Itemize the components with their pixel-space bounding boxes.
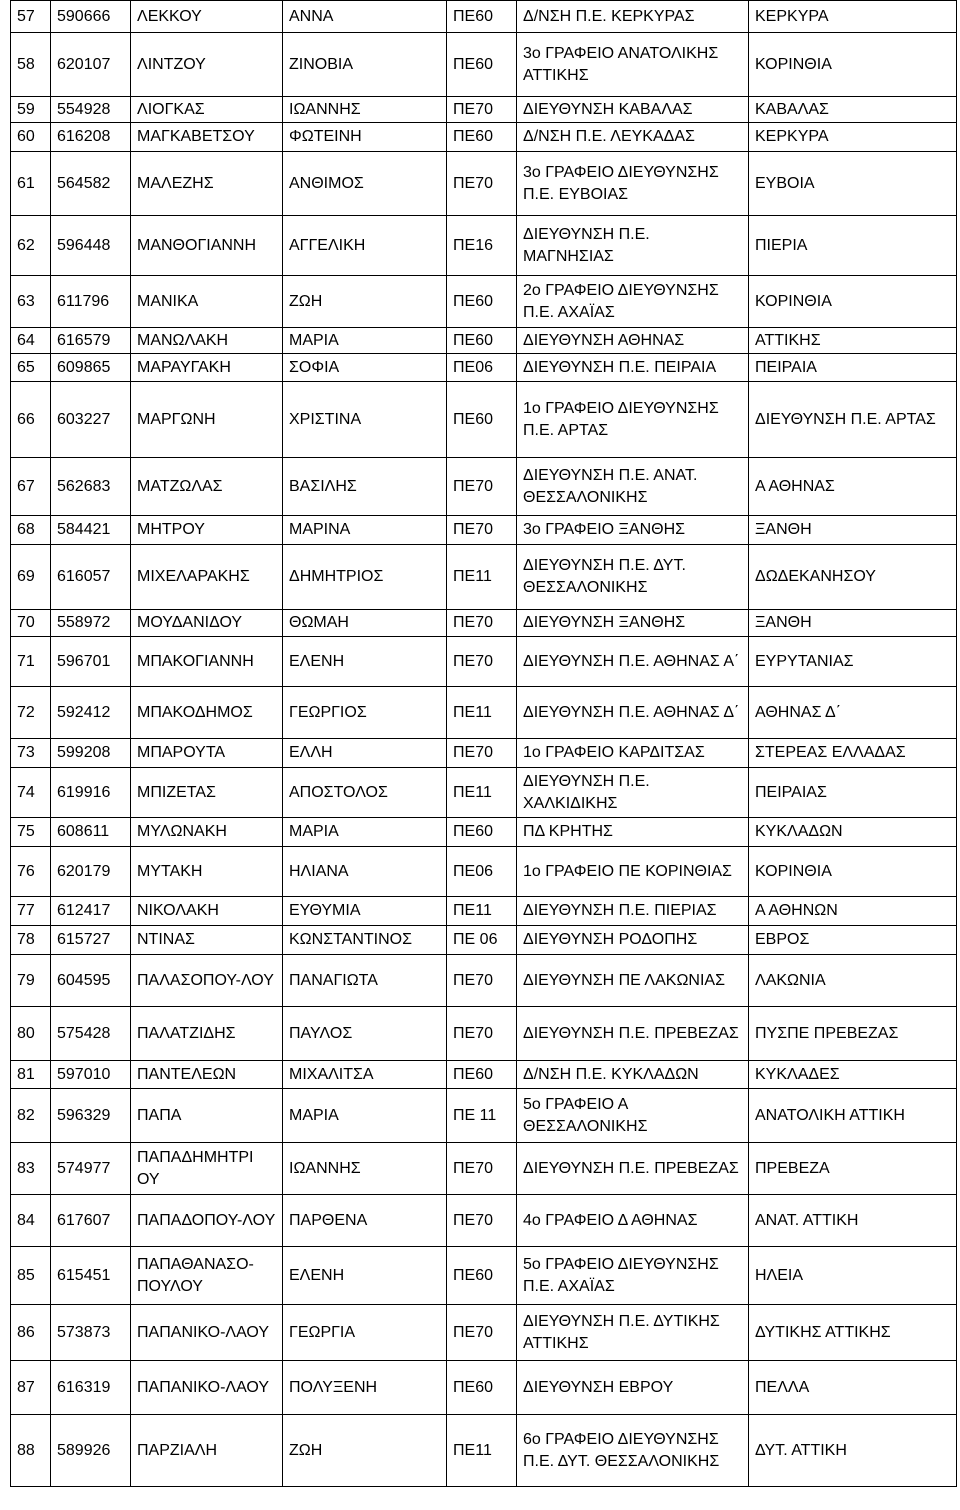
cell-n: 64 xyxy=(11,328,51,354)
cell-name: ΙΩΑΝΝΗΣ xyxy=(283,97,447,123)
cell-code: 589926 xyxy=(51,1415,131,1487)
cell-service: ΔΙΕΥΘΥΝΣΗ Π.Ε. ΜΑΓΝΗΣΙΑΣ xyxy=(517,216,749,276)
cell-name: ΘΩΜΑΗ xyxy=(283,610,447,637)
cell-surname: ΜΑΛΕΖΗΣ xyxy=(131,152,283,216)
cell-spec: ΠΕ06 xyxy=(447,847,517,897)
cell-code: 611796 xyxy=(51,276,131,328)
cell-name: ΕΛΕΝΗ xyxy=(283,1247,447,1305)
table-row xyxy=(11,1415,957,1487)
cell-code: 603227 xyxy=(51,382,131,458)
cell-n: 69 xyxy=(11,545,51,610)
cell-spec: ΠΕ70 xyxy=(447,1007,517,1061)
table-row xyxy=(11,328,957,354)
cell-name: ΔΗΜΗΤΡΙΟΣ xyxy=(283,545,447,610)
cell-spec: ΠΕ70 xyxy=(447,739,517,768)
cell-service: 5ο ΓΡΑΦΕΙΟ ΔΙΕΥΘΥΝΣΗΣ Π.Ε. ΑΧΑΪΑΣ xyxy=(517,1247,749,1305)
cell-spec: ΠΕ70 xyxy=(447,516,517,545)
table-row xyxy=(11,152,957,216)
cell-area: Α ΑΘΗΝΩΝ xyxy=(749,897,957,926)
cell-name: ΚΩΝΣΤΑΝΤΙΝΟΣ xyxy=(283,926,447,955)
cell-surname: ΠΑΡΖΙΑΛΗ xyxy=(131,1415,283,1487)
cell-area: ΑΘΗΝΑΣ Δ΄ xyxy=(749,687,957,739)
cell-area: ΚΟΡΙΝΘΙΑ xyxy=(749,276,957,328)
cell-n: 84 xyxy=(11,1195,51,1247)
cell-spec: ΠΕ16 xyxy=(447,216,517,276)
cell-n: 83 xyxy=(11,1143,51,1195)
table-row xyxy=(11,1089,957,1143)
cell-n: 59 xyxy=(11,97,51,123)
cell-name: ΑΝΘΙΜΟΣ xyxy=(283,152,447,216)
cell-area: ΑΝΑΤ. ΑΤΤΙΚΗ xyxy=(749,1195,957,1247)
cell-code: 575428 xyxy=(51,1007,131,1061)
cell-surname: ΜΠΑΚΟΓΙΑΝΝΗ xyxy=(131,637,283,687)
cell-n: 68 xyxy=(11,516,51,545)
cell-n: 88 xyxy=(11,1415,51,1487)
cell-n: 87 xyxy=(11,1361,51,1415)
cell-spec: ΠΕ 11 xyxy=(447,1089,517,1143)
cell-spec: ΠΕ11 xyxy=(447,545,517,610)
cell-code: 596329 xyxy=(51,1089,131,1143)
cell-name: ΖΩΗ xyxy=(283,276,447,328)
table-row xyxy=(11,610,957,637)
cell-service: ΔΙΕΥΘΥΝΣΗ Π.Ε. ΑΝΑΤ. ΘΕΣΣΑΛΟΝΙΚΗΣ xyxy=(517,458,749,516)
cell-spec: ΠΕ60 xyxy=(447,382,517,458)
cell-spec: ΠΕ 06 xyxy=(447,926,517,955)
table-row xyxy=(11,1143,957,1195)
cell-name: ΖΩΗ xyxy=(283,1415,447,1487)
cell-service: ΔΙΕΥΘΥΝΣΗ Π.Ε. ΠΡΕΒΕΖΑΣ xyxy=(517,1007,749,1061)
cell-spec: ΠΕ60 xyxy=(447,33,517,97)
cell-n: 78 xyxy=(11,926,51,955)
cell-service: ΠΔ ΚΡΗΤΗΣ xyxy=(517,818,749,847)
cell-surname: ΜΠΙΖΕΤΑΣ xyxy=(131,768,283,818)
cell-name: ΓΕΩΡΓΙΑ xyxy=(283,1305,447,1361)
cell-code: 596448 xyxy=(51,216,131,276)
cell-surname: ΜΑΤΖΩΛΑΣ xyxy=(131,458,283,516)
cell-service: ΔΙΕΥΘΥΝΣΗ Π.Ε. ΑΘΗΝΑΣ Δ΄ xyxy=(517,687,749,739)
cell-name: ΜΙΧΑΛΙΤΣΑ xyxy=(283,1061,447,1089)
cell-n: 77 xyxy=(11,897,51,926)
cell-name: ΠΟΛΥΞΕΝΗ xyxy=(283,1361,447,1415)
cell-spec: ΠΕ11 xyxy=(447,897,517,926)
cell-spec: ΠΕ11 xyxy=(447,1415,517,1487)
cell-code: 554928 xyxy=(51,97,131,123)
cell-n: 74 xyxy=(11,768,51,818)
cell-spec: ΠΕ70 xyxy=(447,458,517,516)
cell-area: ΚΥΚΛΑΔΩΝ xyxy=(749,818,957,847)
cell-area: ΞΑΝΘΗ xyxy=(749,610,957,637)
cell-spec: ΠΕ60 xyxy=(447,1247,517,1305)
cell-code: 615727 xyxy=(51,926,131,955)
cell-surname: ΠΑΠΑΘΑΝΑΣΟ-ΠΟΥΛΟΥ xyxy=(131,1247,283,1305)
cell-surname: ΠΑΠΑΔΟΠΟΥ-ΛΟΥ xyxy=(131,1195,283,1247)
cell-n: 82 xyxy=(11,1089,51,1143)
cell-n: 62 xyxy=(11,216,51,276)
table-row xyxy=(11,955,957,1007)
cell-surname: ΜΟΥΔΑΝΙΔΟΥ xyxy=(131,610,283,637)
cell-service: ΔΙΕΥΘΥΝΣΗ ΑΘΗΝΑΣ xyxy=(517,328,749,354)
cell-area: ΠΕΙΡΑΙΑ xyxy=(749,354,957,382)
cell-name: ΜΑΡΙΑ xyxy=(283,1089,447,1143)
cell-surname: ΠΑΛΑΤΖΙΔΗΣ xyxy=(131,1007,283,1061)
cell-surname: ΠΑΠΑ xyxy=(131,1089,283,1143)
cell-code: 599208 xyxy=(51,739,131,768)
cell-code: 604595 xyxy=(51,955,131,1007)
table-row xyxy=(11,33,957,97)
cell-surname: ΜΑΡΑΥΓΑΚΗ xyxy=(131,354,283,382)
cell-code: 574977 xyxy=(51,1143,131,1195)
cell-service: ΔΙΕΥΘΥΝΣΗ ΕΒΡΟΥ xyxy=(517,1361,749,1415)
transfer-table xyxy=(10,0,957,1487)
cell-service: ΔΙΕΥΘΥΝΣΗ ΡΟΔΟΠΗΣ xyxy=(517,926,749,955)
cell-service: 4ο ΓΡΑΦΕΙΟ Δ ΑΘΗΝΑΣ xyxy=(517,1195,749,1247)
table-row xyxy=(11,545,957,610)
table-row xyxy=(11,768,957,818)
cell-n: 80 xyxy=(11,1007,51,1061)
cell-service: 3ο ΓΡΑΦΕΙΟ ΑΝΑΤΟΛΙΚΗΣ ΑΤΤΙΚΗΣ xyxy=(517,33,749,97)
cell-surname: ΜΑΝΘΟΓΙΑΝΝΗ xyxy=(131,216,283,276)
cell-service: ΔΙΕΥΘΥΝΣΗ ΞΑΝΘΗΣ xyxy=(517,610,749,637)
cell-n: 75 xyxy=(11,818,51,847)
cell-area: ΑΤΤΙΚΗΣ xyxy=(749,328,957,354)
cell-service: ΔΙΕΥΘΥΝΣΗ Π.Ε. ΔΥΤ. ΘΕΣΣΑΛΟΝΙΚΗΣ xyxy=(517,545,749,610)
cell-area: ΔΥΤΙΚΗΣ ΑΤΤΙΚΗΣ xyxy=(749,1305,957,1361)
cell-name: ΠΑΝΑΓΙΩΤΑ xyxy=(283,955,447,1007)
cell-spec: ΠΕ70 xyxy=(447,1143,517,1195)
cell-code: 620179 xyxy=(51,847,131,897)
table-row xyxy=(11,1007,957,1061)
cell-name: ΑΠΟΣΤΟΛΟΣ xyxy=(283,768,447,818)
cell-n: 79 xyxy=(11,955,51,1007)
table-row xyxy=(11,926,957,955)
cell-code: 573873 xyxy=(51,1305,131,1361)
cell-surname: ΜΗΤΡΟΥ xyxy=(131,516,283,545)
cell-surname: ΝΤΙΝΑΣ xyxy=(131,926,283,955)
cell-area: ΚΕΡΚΥΡΑ xyxy=(749,1,957,33)
cell-spec: ΠΕ11 xyxy=(447,687,517,739)
table-row xyxy=(11,687,957,739)
cell-code: 616579 xyxy=(51,328,131,354)
cell-name: ΗΛΙΑΝΑ xyxy=(283,847,447,897)
table-row xyxy=(11,847,957,897)
cell-n: 65 xyxy=(11,354,51,382)
cell-name: ΠΑΡΘΕΝΑ xyxy=(283,1195,447,1247)
cell-name: ΒΑΣΙΛΗΣ xyxy=(283,458,447,516)
cell-area: ΕΥΒΟΙΑ xyxy=(749,152,957,216)
cell-name: ΓΕΩΡΓΙΟΣ xyxy=(283,687,447,739)
cell-service: 1ο ΓΡΑΦΕΙΟ ΚΑΡΔΙΤΣΑΣ xyxy=(517,739,749,768)
cell-service: 3ο ΓΡΑΦΕΙΟ ΔΙΕΥΘΥΝΣΗΣ Π.Ε. ΕΥΒΟΙΑΣ xyxy=(517,152,749,216)
cell-code: 616319 xyxy=(51,1361,131,1415)
cell-code: 592412 xyxy=(51,687,131,739)
cell-area: ΠΙΕΡΙΑ xyxy=(749,216,957,276)
table-row xyxy=(11,354,957,382)
cell-n: 70 xyxy=(11,610,51,637)
cell-area: ΔΩΔΕΚΑΝΗΣΟΥ xyxy=(749,545,957,610)
cell-surname: ΠΑΠΑΝΙΚΟ-ΛΑΟΥ xyxy=(131,1305,283,1361)
cell-service: ΔΙΕΥΘΥΝΣΗ Π.Ε. ΠΕΙΡΑΙΑ xyxy=(517,354,749,382)
table-row xyxy=(11,1,957,33)
cell-area: ΣΤΕΡΕΑΣ ΕΛΛΑΔΑΣ xyxy=(749,739,957,768)
cell-n: 72 xyxy=(11,687,51,739)
table-row xyxy=(11,1361,957,1415)
cell-area: ΠΥΣΠΕ ΠΡΕΒΕΖΑΣ xyxy=(749,1007,957,1061)
cell-surname: ΛΕΚΚΟΥ xyxy=(131,1,283,33)
cell-surname: ΜΑΝΩΛΑΚΗ xyxy=(131,328,283,354)
cell-surname: ΛΙΟΓΚΑΣ xyxy=(131,97,283,123)
cell-surname: ΜΙΧΕΛΑΡΑΚΗΣ xyxy=(131,545,283,610)
cell-service: ΔΙΕΥΘΥΝΣΗ ΚΑΒΑΛΑΣ xyxy=(517,97,749,123)
cell-surname: ΜΠΑΡΟΥΤΑ xyxy=(131,739,283,768)
cell-n: 85 xyxy=(11,1247,51,1305)
cell-service: 6ο ΓΡΑΦΕΙΟ ΔΙΕΥΘΥΝΣΗΣ Π.Ε. ΔΥΤ. ΘΕΣΣΑΛΟΝΙΚΗΣ xyxy=(517,1415,749,1487)
cell-service: 3ο ΓΡΑΦΕΙΟ ΞΑΝΘΗΣ xyxy=(517,516,749,545)
cell-surname: ΠΑΛΑΣΟΠΟΥ-ΛΟΥ xyxy=(131,955,283,1007)
cell-area: ΔΥΤ. ΑΤΤΙΚΗ xyxy=(749,1415,957,1487)
cell-surname: ΜΑΓΚΑΒΕΤΣΟΥ xyxy=(131,123,283,152)
cell-area: ΚΑΒΑΛΑΣ xyxy=(749,97,957,123)
cell-code: 597010 xyxy=(51,1061,131,1089)
cell-service: 1ο ΓΡΑΦΕΙΟ ΔΙΕΥΘΥΝΣΗΣ Π.Ε. ΑΡΤΑΣ xyxy=(517,382,749,458)
cell-area: ΚΟΡΙΝΘΙΑ xyxy=(749,847,957,897)
cell-n: 86 xyxy=(11,1305,51,1361)
cell-area: ΔΙΕΥΘΥΝΣΗ Π.Ε. ΑΡΤΑΣ xyxy=(749,382,957,458)
cell-spec: ΠΕ70 xyxy=(447,97,517,123)
cell-name: ΧΡΙΣΤΙΝΑ xyxy=(283,382,447,458)
cell-service: ΔΙΕΥΘΥΝΣΗ ΠΕ ΛΑΚΩΝΙΑΣ xyxy=(517,955,749,1007)
cell-name: ΑΝΝΑ xyxy=(283,1,447,33)
cell-service: Δ/ΝΣΗ Π.Ε. ΚΕΡΚΥΡΑΣ xyxy=(517,1,749,33)
cell-code: 558972 xyxy=(51,610,131,637)
cell-code: 619916 xyxy=(51,768,131,818)
cell-name: ΕΛΛΗ xyxy=(283,739,447,768)
cell-surname: ΜΥΛΩΝΑΚΗ xyxy=(131,818,283,847)
cell-n: 73 xyxy=(11,739,51,768)
cell-surname: ΜΥΤΑΚΗ xyxy=(131,847,283,897)
cell-area: ΑΝΑΤΟΛΙΚΗ ΑΤΤΙΚΗ xyxy=(749,1089,957,1143)
cell-spec: ΠΕ60 xyxy=(447,1061,517,1089)
table-row xyxy=(11,1195,957,1247)
cell-service: ΔΙΕΥΘΥΝΣΗ Π.Ε. ΔΥΤΙΚΗΣ ΑΤΤΙΚΗΣ xyxy=(517,1305,749,1361)
cell-code: 617607 xyxy=(51,1195,131,1247)
cell-spec: ΠΕ60 xyxy=(447,123,517,152)
cell-name: ΑΓΓΕΛΙΚΗ xyxy=(283,216,447,276)
table-row xyxy=(11,1061,957,1089)
cell-code: 620107 xyxy=(51,33,131,97)
cell-area: ΠΕΛΛΑ xyxy=(749,1361,957,1415)
cell-n: 57 xyxy=(11,1,51,33)
cell-area: ΕΥΡΥΤΑΝΙΑΣ xyxy=(749,637,957,687)
cell-surname: ΜΠΑΚΟΔΗΜΟΣ xyxy=(131,687,283,739)
cell-service: 5ο ΓΡΑΦΕΙΟ Α ΘΕΣΣΑΛΟΝΙΚΗΣ xyxy=(517,1089,749,1143)
cell-spec: ΠΕ60 xyxy=(447,328,517,354)
cell-service: ΔΙΕΥΘΥΝΣΗ Π.Ε. ΠΡΕΒΕΖΑΣ xyxy=(517,1143,749,1195)
cell-spec: ΠΕ06 xyxy=(447,354,517,382)
cell-area: ΠΕΙΡΑΙΑΣ xyxy=(749,768,957,818)
cell-code: 609865 xyxy=(51,354,131,382)
cell-code: 596701 xyxy=(51,637,131,687)
cell-name: ΜΑΡΙΑ xyxy=(283,328,447,354)
cell-service: ΔΙΕΥΘΥΝΣΗ Π.Ε. ΧΑΛΚΙΔΙΚΗΣ xyxy=(517,768,749,818)
table-row xyxy=(11,637,957,687)
cell-n: 60 xyxy=(11,123,51,152)
cell-code: 616057 xyxy=(51,545,131,610)
cell-area: ΞΑΝΘΗ xyxy=(749,516,957,545)
cell-service: ΔΙΕΥΘΥΝΣΗ Π.Ε. ΠΙΕΡΙΑΣ xyxy=(517,897,749,926)
cell-area: ΛΑΚΩΝΙΑ xyxy=(749,955,957,1007)
cell-surname: ΜΑΡΓΩΝΗ xyxy=(131,382,283,458)
cell-spec: ΠΕ70 xyxy=(447,1195,517,1247)
cell-spec: ΠΕ11 xyxy=(447,768,517,818)
cell-service: Δ/ΝΣΗ Π.Ε. ΚΥΚΛΑΔΩΝ xyxy=(517,1061,749,1089)
cell-name: ΦΩΤΕΙΝΗ xyxy=(283,123,447,152)
cell-n: 66 xyxy=(11,382,51,458)
cell-service: 2ο ΓΡΑΦΕΙΟ ΔΙΕΥΘΥΝΣΗΣ Π.Ε. ΑΧΑΪΑΣ xyxy=(517,276,749,328)
cell-name: ΜΑΡΙΝΑ xyxy=(283,516,447,545)
table-row xyxy=(11,382,957,458)
cell-name: ΕΛΕΝΗ xyxy=(283,637,447,687)
cell-code: 584421 xyxy=(51,516,131,545)
cell-spec: ΠΕ70 xyxy=(447,955,517,1007)
cell-spec: ΠΕ60 xyxy=(447,1,517,33)
cell-code: 612417 xyxy=(51,897,131,926)
cell-area: ΚΕΡΚΥΡΑ xyxy=(749,123,957,152)
cell-area: ΚΥΚΛΑΔΕΣ xyxy=(749,1061,957,1089)
cell-surname: ΠΑΠΑΔΗΜΗΤΡΙ ΟΥ xyxy=(131,1143,283,1195)
table-row xyxy=(11,897,957,926)
cell-n: 63 xyxy=(11,276,51,328)
table-row xyxy=(11,739,957,768)
cell-surname: ΜΑΝΙΚΑ xyxy=(131,276,283,328)
cell-code: 616208 xyxy=(51,123,131,152)
cell-name: ΠΑΥΛΟΣ xyxy=(283,1007,447,1061)
cell-area: ΚΟΡΙΝΘΙΑ xyxy=(749,33,957,97)
table-row xyxy=(11,216,957,276)
cell-area: ΗΛΕΙΑ xyxy=(749,1247,957,1305)
cell-spec: ΠΕ60 xyxy=(447,276,517,328)
table-row xyxy=(11,1305,957,1361)
cell-service: ΔΙΕΥΘΥΝΣΗ Π.Ε. ΑΘΗΝΑΣ Α΄ xyxy=(517,637,749,687)
cell-n: 71 xyxy=(11,637,51,687)
cell-surname: ΛΙΝΤΖΟΥ xyxy=(131,33,283,97)
table-row xyxy=(11,1247,957,1305)
cell-n: 58 xyxy=(11,33,51,97)
cell-service: Δ/ΝΣΗ Π.Ε. ΛΕΥΚΑΔΑΣ xyxy=(517,123,749,152)
cell-name: ΜΑΡΙΑ xyxy=(283,818,447,847)
table-row xyxy=(11,458,957,516)
cell-area: ΕΒΡΟΣ xyxy=(749,926,957,955)
cell-service: 1ο ΓΡΑΦΕΙΟ ΠΕ ΚΟΡΙΝΘΙΑΣ xyxy=(517,847,749,897)
table-row xyxy=(11,123,957,152)
cell-area: Α ΑΘΗΝΑΣ xyxy=(749,458,957,516)
cell-code: 562683 xyxy=(51,458,131,516)
cell-spec: ΠΕ60 xyxy=(447,818,517,847)
cell-n: 76 xyxy=(11,847,51,897)
cell-spec: ΠΕ70 xyxy=(447,637,517,687)
cell-name: ΕΥΘΥΜΙΑ xyxy=(283,897,447,926)
cell-n: 81 xyxy=(11,1061,51,1089)
cell-spec: ΠΕ60 xyxy=(447,1361,517,1415)
cell-code: 615451 xyxy=(51,1247,131,1305)
table-row xyxy=(11,276,957,328)
cell-name: ΖΙΝΟΒΙΑ xyxy=(283,33,447,97)
cell-code: 564582 xyxy=(51,152,131,216)
cell-spec: ΠΕ70 xyxy=(447,610,517,637)
table-body xyxy=(11,1,957,1487)
cell-code: 608611 xyxy=(51,818,131,847)
table-row xyxy=(11,818,957,847)
cell-spec: ΠΕ70 xyxy=(447,152,517,216)
cell-surname: ΠΑΠΑΝΙΚΟ-ΛΑΟΥ xyxy=(131,1361,283,1415)
table-row xyxy=(11,516,957,545)
table-row xyxy=(11,97,957,123)
cell-spec: ΠΕ70 xyxy=(447,1305,517,1361)
cell-n: 67 xyxy=(11,458,51,516)
cell-name: ΙΩΑΝΝΗΣ xyxy=(283,1143,447,1195)
cell-name: ΣΟΦΙΑ xyxy=(283,354,447,382)
cell-area: ΠΡΕΒΕΖΑ xyxy=(749,1143,957,1195)
cell-n: 61 xyxy=(11,152,51,216)
cell-code: 590666 xyxy=(51,1,131,33)
cell-surname: ΝΙΚΟΛΑΚΗ xyxy=(131,897,283,926)
cell-surname: ΠΑΝΤΕΛΕΩΝ xyxy=(131,1061,283,1089)
